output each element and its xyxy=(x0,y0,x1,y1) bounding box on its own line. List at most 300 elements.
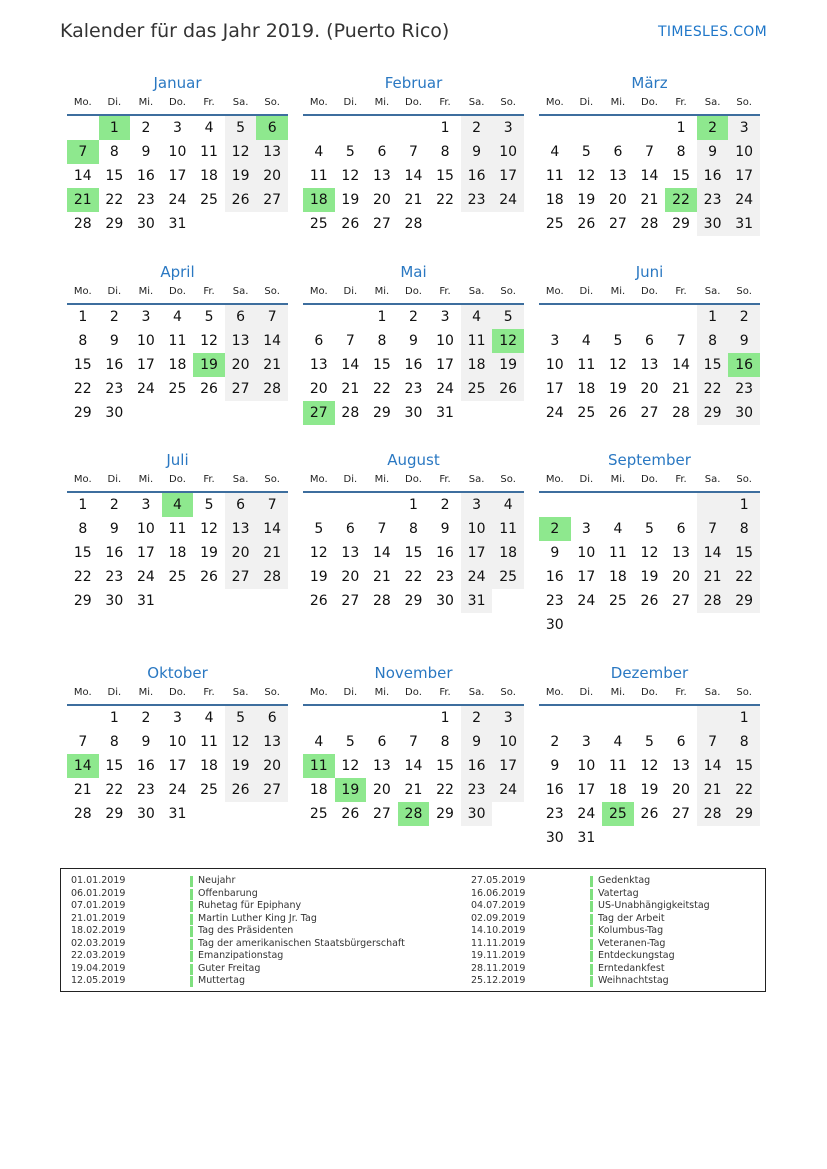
day-cell: 2 xyxy=(141,710,151,726)
weekday-label: Do. xyxy=(405,687,422,698)
month-2 xyxy=(539,72,760,236)
day-cell: 21 xyxy=(697,778,729,802)
legend-date: 02.03.2019 xyxy=(71,937,126,949)
day-cell: 3 xyxy=(728,116,760,140)
weekday-label: Mi. xyxy=(610,97,626,108)
month-name: August xyxy=(387,451,440,469)
legend-holiday-name: Neujahr xyxy=(198,875,236,886)
weekday-label: So. xyxy=(264,286,280,297)
weekday-label: Mi. xyxy=(374,687,390,698)
day-grid xyxy=(67,493,288,613)
legend-date: 27.05.2019 xyxy=(471,875,526,886)
day-cell: 10 xyxy=(136,333,155,349)
day-cell: 8 xyxy=(676,144,686,160)
day-cell: 13 xyxy=(608,168,627,184)
day-cell: 14 xyxy=(256,329,288,353)
brand-logo-text[interactable]: TIMESLES.COM xyxy=(658,24,767,40)
day-cell: 4 xyxy=(492,493,524,517)
legend-holiday-name: Tag des Präsidenten xyxy=(198,925,294,936)
weekday-label: Sa. xyxy=(232,474,249,485)
day-cell: 20 xyxy=(341,569,360,585)
day-cell: 14 xyxy=(640,168,659,184)
day-cell: 3 xyxy=(173,710,182,726)
empty-cell xyxy=(67,116,99,140)
day-cell: 9 xyxy=(550,758,560,774)
day-cell: 26 xyxy=(309,593,328,609)
weekday-label: So. xyxy=(264,687,280,698)
holiday-day-cell: 12 xyxy=(492,329,524,353)
day-cell: 18 xyxy=(608,569,627,585)
legend-holiday-name: Veteranen-Tag xyxy=(598,937,666,949)
legend-color-bar xyxy=(590,976,593,987)
day-cell: 13 xyxy=(225,517,257,541)
legend-holiday-name: Gedenktag xyxy=(598,875,651,886)
day-cell: 6 xyxy=(314,333,324,349)
day-cell: 8 xyxy=(109,734,119,750)
empty-cell xyxy=(398,706,430,730)
day-cell: 3 xyxy=(173,120,182,136)
day-cell: 19 xyxy=(225,754,257,778)
day-cell: 28 xyxy=(341,405,360,421)
legend-date: 02.09.2019 xyxy=(471,912,526,924)
weekday-label: Mi. xyxy=(610,687,626,698)
day-cell: 20 xyxy=(372,192,391,208)
weekday-label: Di. xyxy=(107,687,122,698)
weekday-label: Mi. xyxy=(138,687,154,698)
day-cell: 20 xyxy=(608,192,627,208)
month-1 xyxy=(303,72,524,236)
holiday-day-cell: 7 xyxy=(67,140,99,164)
weekday-label: Di. xyxy=(579,474,594,485)
weekday-label: So. xyxy=(264,474,280,485)
day-grid xyxy=(303,493,524,613)
weekday-label: Mo. xyxy=(545,97,564,108)
weekday-label: Mo. xyxy=(73,687,92,698)
day-cell: 15 xyxy=(73,545,92,561)
day-cell: 7 xyxy=(78,734,88,750)
weekday-label: Sa. xyxy=(704,687,721,698)
day-cell: 4 xyxy=(550,144,560,160)
day-cell: 18 xyxy=(200,758,218,774)
holiday-day-cell: 1 xyxy=(99,116,131,140)
day-cell: 8 xyxy=(728,730,760,754)
day-cell: 13 xyxy=(672,545,690,561)
day-cell: 11 xyxy=(168,521,187,537)
day-cell: 1 xyxy=(78,497,88,513)
day-cell: 5 xyxy=(492,305,524,329)
day-cell: 7 xyxy=(697,730,729,754)
day-cell: 30 xyxy=(436,593,454,609)
weekday-label: Sa. xyxy=(468,474,485,485)
weekday-label: Mo. xyxy=(545,474,564,485)
day-cell: 22 xyxy=(372,381,391,397)
weekday-label: Di. xyxy=(343,687,358,698)
day-cell: 26 xyxy=(640,806,659,822)
day-cell: 7 xyxy=(645,144,654,160)
day-cell: 24 xyxy=(168,192,187,208)
day-cell: 8 xyxy=(440,734,450,750)
weekday-label: Sa. xyxy=(704,474,721,485)
weekday-label: Mo. xyxy=(309,474,328,485)
day-cell: 9 xyxy=(550,545,560,561)
day-cell: 3 xyxy=(550,333,560,349)
day-cell: 18 xyxy=(545,192,564,208)
weekday-label: Di. xyxy=(579,286,594,297)
weekday-label: Fr. xyxy=(675,687,687,698)
day-cell: 7 xyxy=(256,305,288,329)
day-cell: 18 xyxy=(461,353,493,377)
day-grid xyxy=(67,305,288,425)
month-name: September xyxy=(608,451,691,469)
day-cell: 21 xyxy=(672,381,690,397)
empty-cell xyxy=(539,305,571,329)
day-cell: 22 xyxy=(436,782,454,798)
day-cell: 23 xyxy=(136,192,155,208)
day-cell: 23 xyxy=(545,593,564,609)
day-cell: 19 xyxy=(225,164,257,188)
day-cell: 29 xyxy=(73,593,92,609)
day-cell: 17 xyxy=(168,168,187,184)
day-cell: 27 xyxy=(640,405,659,421)
legend-date: 06.01.2019 xyxy=(71,887,126,899)
day-cell: 29 xyxy=(73,405,92,421)
day-cell: 9 xyxy=(461,140,493,164)
weekday-label: Fr. xyxy=(203,97,215,108)
day-cell: 12 xyxy=(200,333,218,349)
weekday-label: Do. xyxy=(169,286,186,297)
day-cell: 30 xyxy=(545,830,564,846)
day-cell: 21 xyxy=(256,353,288,377)
day-cell: 22 xyxy=(728,778,760,802)
day-cell: 3 xyxy=(492,116,524,140)
weekday-label: Mi. xyxy=(610,474,626,485)
month-5 xyxy=(539,261,760,425)
weekday-header xyxy=(67,471,288,493)
day-cell: 13 xyxy=(256,730,288,754)
weekday-label: Do. xyxy=(641,687,658,698)
day-cell: 26 xyxy=(200,381,218,397)
weekday-header xyxy=(539,471,760,493)
day-cell: 15 xyxy=(728,541,760,565)
weekday-label: Sa. xyxy=(704,97,721,108)
day-cell: 2 xyxy=(141,120,151,136)
legend-date: 25.12.2019 xyxy=(471,975,526,986)
day-cell: 23 xyxy=(697,188,729,212)
month-name: April xyxy=(160,263,195,281)
day-cell: 25 xyxy=(577,405,596,421)
day-cell: 26 xyxy=(225,188,257,212)
holiday-day-cell: 28 xyxy=(398,802,430,826)
empty-cell xyxy=(571,305,603,329)
month-name: Juli xyxy=(166,451,189,469)
weekday-label: So. xyxy=(736,687,752,698)
weekday-label: Do. xyxy=(169,97,186,108)
weekday-label: Mo. xyxy=(309,687,328,698)
day-grid xyxy=(539,116,760,236)
day-cell: 25 xyxy=(309,216,328,232)
day-cell: 28 xyxy=(697,802,729,826)
legend-color-bar xyxy=(590,889,593,900)
weekday-label: Di. xyxy=(579,97,594,108)
day-cell: 1 xyxy=(440,710,450,726)
day-cell: 23 xyxy=(461,778,493,802)
legend-color-bar xyxy=(190,901,193,912)
day-cell: 24 xyxy=(168,782,187,798)
day-cell: 15 xyxy=(105,758,124,774)
holiday-day-cell: 2 xyxy=(697,116,729,140)
day-cell: 25 xyxy=(168,381,187,397)
day-cell: 17 xyxy=(436,357,454,373)
day-cell: 19 xyxy=(640,782,659,798)
day-cell: 23 xyxy=(545,806,564,822)
day-cell: 22 xyxy=(73,569,92,585)
day-cell: 16 xyxy=(136,168,155,184)
day-cell: 21 xyxy=(372,569,391,585)
day-cell: 2 xyxy=(440,497,450,513)
day-cell: 14 xyxy=(404,758,423,774)
legend-color-bar xyxy=(190,876,193,887)
day-cell: 13 xyxy=(640,357,659,373)
month-7 xyxy=(303,449,524,613)
day-cell: 15 xyxy=(105,168,124,184)
day-cell: 27 xyxy=(372,806,391,822)
day-cell: 2 xyxy=(728,305,760,329)
empty-cell xyxy=(571,706,603,730)
empty-cell xyxy=(665,305,697,329)
day-cell: 31 xyxy=(577,830,596,846)
day-cell: 3 xyxy=(492,706,524,730)
weekday-label: Sa. xyxy=(468,687,485,698)
day-cell: 29 xyxy=(728,802,760,826)
day-cell: 16 xyxy=(105,357,124,373)
month-name: Januar xyxy=(153,74,202,92)
day-cell: 24 xyxy=(492,778,524,802)
weekday-label: Fr. xyxy=(203,286,215,297)
legend-color-bar xyxy=(190,951,193,962)
day-cell: 30 xyxy=(105,593,124,609)
legend-color-bar xyxy=(590,964,593,975)
month-name: Mai xyxy=(400,263,427,281)
weekday-label: Fr. xyxy=(675,474,687,485)
day-cell: 11 xyxy=(577,357,596,373)
weekday-label: Do. xyxy=(641,97,658,108)
day-cell: 12 xyxy=(640,758,659,774)
day-cell: 27 xyxy=(672,806,690,822)
holiday-day-cell: 4 xyxy=(162,493,194,517)
month-3 xyxy=(67,261,288,425)
day-cell: 12 xyxy=(341,168,360,184)
day-cell: 19 xyxy=(608,381,627,397)
empty-cell xyxy=(665,706,697,730)
day-cell: 4 xyxy=(613,734,623,750)
legend-color-bar xyxy=(190,964,193,975)
day-cell: 9 xyxy=(697,140,729,164)
day-cell: 10 xyxy=(545,357,564,373)
weekday-label: So. xyxy=(500,687,516,698)
weekday-label: Mo. xyxy=(73,97,92,108)
day-cell: 28 xyxy=(404,216,423,232)
day-cell: 5 xyxy=(204,309,214,325)
day-cell: 10 xyxy=(168,734,187,750)
day-cell: 30 xyxy=(136,806,155,822)
day-cell: 26 xyxy=(341,806,360,822)
holiday-day-cell: 14 xyxy=(67,754,99,778)
day-cell: 11 xyxy=(309,168,328,184)
legend-holiday-name: Erntedankfest xyxy=(598,962,665,974)
holiday-day-cell: 6 xyxy=(256,116,288,140)
day-cell: 21 xyxy=(697,565,729,589)
day-cell: 12 xyxy=(640,545,659,561)
day-cell: 8 xyxy=(109,144,119,160)
day-cell: 25 xyxy=(309,806,328,822)
weekday-label: Di. xyxy=(107,474,122,485)
day-cell: 22 xyxy=(404,569,423,585)
day-cell: 14 xyxy=(256,517,288,541)
day-cell: 22 xyxy=(436,192,454,208)
weekday-label: So. xyxy=(736,474,752,485)
day-cell: 20 xyxy=(256,754,288,778)
day-cell: 21 xyxy=(341,381,360,397)
day-cell: 13 xyxy=(372,168,391,184)
empty-cell xyxy=(634,116,666,140)
day-cell: 2 xyxy=(550,734,560,750)
day-cell: 3 xyxy=(581,521,591,537)
weekday-label: Fr. xyxy=(675,286,687,297)
day-cell: 15 xyxy=(404,545,423,561)
weekday-label: Do. xyxy=(169,474,186,485)
day-cell: 15 xyxy=(672,168,690,184)
empty-cell xyxy=(634,305,666,329)
day-cell: 3 xyxy=(581,734,591,750)
day-cell: 14 xyxy=(697,754,729,778)
empty-cell xyxy=(602,116,634,140)
holiday-day-cell: 21 xyxy=(67,188,99,212)
day-cell: 8 xyxy=(728,517,760,541)
day-grid xyxy=(67,706,288,826)
day-cell: 10 xyxy=(436,333,454,349)
day-cell: 26 xyxy=(341,216,360,232)
day-cell: 16 xyxy=(404,357,423,373)
month-11 xyxy=(539,662,760,850)
legend-color-bar xyxy=(590,926,593,937)
day-cell: 12 xyxy=(577,168,596,184)
day-cell: 5 xyxy=(613,333,623,349)
holiday-day-cell: 22 xyxy=(665,188,697,212)
day-cell: 24 xyxy=(461,565,493,589)
day-cell: 9 xyxy=(409,333,418,349)
empty-cell xyxy=(634,706,666,730)
day-cell: 5 xyxy=(204,497,214,513)
day-cell: 19 xyxy=(341,192,360,208)
day-cell: 24 xyxy=(436,381,454,397)
legend-date: 12.05.2019 xyxy=(71,975,126,986)
day-cell: 29 xyxy=(372,405,391,421)
day-cell: 31 xyxy=(168,216,187,232)
day-grid xyxy=(303,116,524,236)
weekday-header xyxy=(67,283,288,305)
weekday-label: Sa. xyxy=(468,97,485,108)
empty-cell xyxy=(571,493,603,517)
day-cell: 19 xyxy=(577,192,596,208)
day-cell: 17 xyxy=(136,357,155,373)
day-cell: 30 xyxy=(136,216,155,232)
day-grid xyxy=(303,305,524,425)
day-cell: 23 xyxy=(728,377,760,401)
weekday-header xyxy=(303,684,524,706)
day-cell: 24 xyxy=(577,593,596,609)
weekday-label: Mo. xyxy=(73,286,92,297)
day-cell: 1 xyxy=(78,309,88,325)
day-cell: 25 xyxy=(545,216,564,232)
day-cell: 5 xyxy=(225,706,257,730)
empty-cell xyxy=(366,706,398,730)
weekday-label: Mi. xyxy=(374,474,390,485)
day-cell: 27 xyxy=(256,188,288,212)
day-cell: 26 xyxy=(608,405,627,421)
month-name: Februar xyxy=(384,74,443,92)
legend-color-bar xyxy=(190,976,193,987)
day-cell: 5 xyxy=(345,144,355,160)
day-cell: 13 xyxy=(256,140,288,164)
weekday-label: Sa. xyxy=(232,286,249,297)
weekday-label: Di. xyxy=(343,474,358,485)
weekday-label: Di. xyxy=(579,687,594,698)
weekday-label: Fr. xyxy=(439,687,451,698)
day-cell: 28 xyxy=(672,405,690,421)
weekday-label: Mo. xyxy=(309,97,328,108)
day-cell: 11 xyxy=(608,758,627,774)
day-cell: 7 xyxy=(676,333,686,349)
legend-holiday-name: Kolumbus-Tag xyxy=(598,925,664,936)
day-cell: 20 xyxy=(672,569,690,585)
day-cell: 14 xyxy=(697,541,729,565)
day-cell: 18 xyxy=(492,541,524,565)
weekday-label: Sa. xyxy=(232,687,249,698)
day-cell: 11 xyxy=(168,333,187,349)
day-cell: 22 xyxy=(697,377,729,401)
day-cell: 31 xyxy=(136,593,155,609)
holiday-day-cell: 19 xyxy=(193,353,225,377)
month-8 xyxy=(539,449,760,637)
day-cell: 22 xyxy=(105,782,124,798)
month-10 xyxy=(303,662,524,826)
day-cell: 21 xyxy=(404,192,423,208)
day-cell: 24 xyxy=(492,188,524,212)
day-cell: 27 xyxy=(372,216,391,232)
empty-cell xyxy=(366,493,398,517)
day-cell: 20 xyxy=(640,381,659,397)
day-cell: 29 xyxy=(404,593,423,609)
empty-cell xyxy=(335,116,367,140)
day-cell: 29 xyxy=(436,806,454,822)
day-cell: 20 xyxy=(256,164,288,188)
legend-color-bar xyxy=(190,939,193,950)
legend-holiday-name: Offenbarung xyxy=(198,887,258,899)
day-cell: 3 xyxy=(141,309,151,325)
legend-holiday-name: Ruhetag für Epiphany xyxy=(198,900,302,911)
weekday-label: So. xyxy=(736,97,752,108)
weekday-label: Sa. xyxy=(704,286,721,297)
empty-cell xyxy=(539,706,571,730)
day-cell: 13 xyxy=(672,758,690,774)
weekday-header xyxy=(67,94,288,116)
day-cell: 9 xyxy=(440,521,450,537)
day-cell: 25 xyxy=(200,192,218,208)
legend-holiday-name: Tag der Arbeit xyxy=(598,912,665,924)
legend-color-bar xyxy=(190,926,193,937)
day-cell: 1 xyxy=(728,493,760,517)
day-cell: 16 xyxy=(461,164,493,188)
